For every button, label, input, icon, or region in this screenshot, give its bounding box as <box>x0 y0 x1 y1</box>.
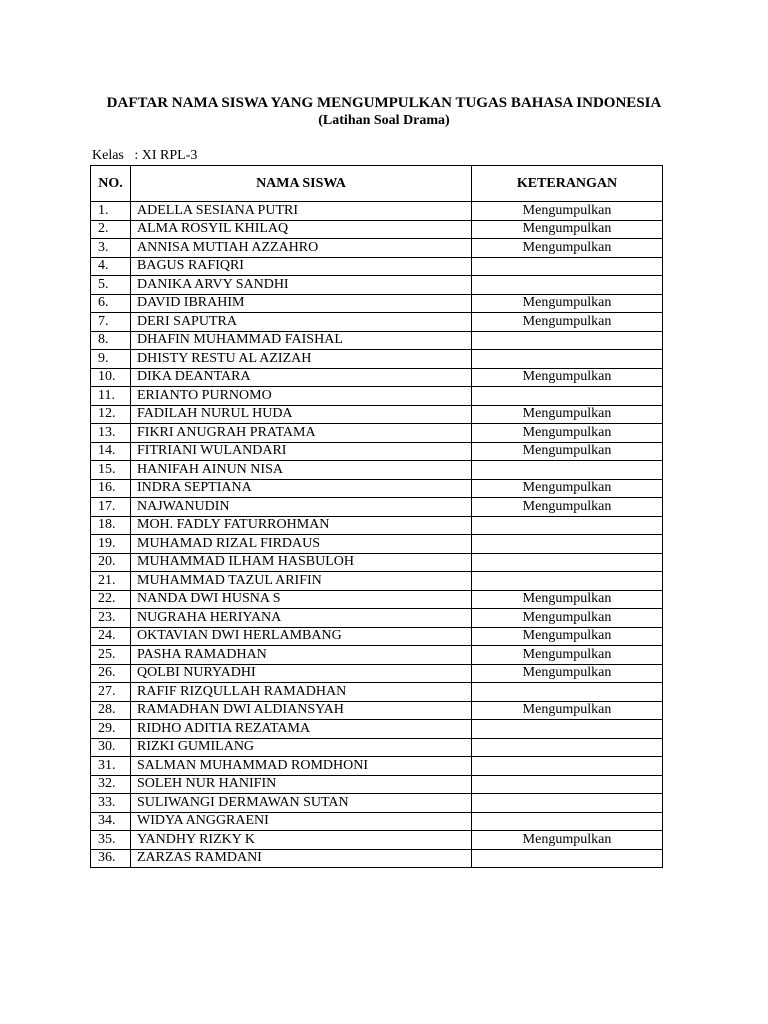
status-cell: Mengumpulkan <box>472 646 663 665</box>
table-row <box>91 442 663 461</box>
status-cell: Mengumpulkan <box>472 220 663 239</box>
status-cell <box>472 775 663 794</box>
student-name: ERIANTO PURNOMO <box>131 387 472 406</box>
class-value: : XI RPL-3 <box>134 148 198 163</box>
status-cell: Mengumpulkan <box>472 664 663 683</box>
student-name: YANDHY RIZKY K <box>131 831 472 850</box>
student-name: INDRA SEPTIANA <box>131 479 472 498</box>
row-number: 20. <box>91 553 131 572</box>
table-row <box>91 202 663 221</box>
status-cell <box>472 738 663 757</box>
header-keterangan: KETERANGAN <box>472 166 663 202</box>
student-name: DANIKA ARVY SANDHI <box>131 276 472 295</box>
row-number: 33. <box>91 794 131 813</box>
row-number: 18. <box>91 516 131 535</box>
student-name: MUHAMMAD TAZUL ARIFIN <box>131 572 472 591</box>
row-number: 15. <box>91 461 131 480</box>
student-name: RIZKI GUMILANG <box>131 738 472 757</box>
student-name: SULIWANGI DERMAWAN SUTAN <box>131 794 472 813</box>
status-cell: Mengumpulkan <box>472 498 663 517</box>
status-cell <box>472 331 663 350</box>
class-label: Kelas <box>92 148 124 163</box>
row-number: 31. <box>91 757 131 776</box>
row-number: 14. <box>91 442 131 461</box>
table-row <box>91 775 663 794</box>
student-name: MUHAMMAD ILHAM HASBULOH <box>131 553 472 572</box>
row-number: 28. <box>91 701 131 720</box>
table-row <box>91 553 663 572</box>
student-name: DAVID IBRAHIM <box>131 294 472 313</box>
status-cell: Mengumpulkan <box>472 368 663 387</box>
table-row <box>91 405 663 424</box>
student-name: NANDA DWI HUSNA S <box>131 590 472 609</box>
row-number: 8. <box>91 331 131 350</box>
student-name: NAJWANUDIN <box>131 498 472 517</box>
row-number: 11. <box>91 387 131 406</box>
table-row <box>91 424 663 443</box>
table-row <box>91 313 663 332</box>
status-cell <box>472 849 663 868</box>
table-row <box>91 609 663 628</box>
row-number: 36. <box>91 849 131 868</box>
table-row <box>91 794 663 813</box>
status-cell <box>472 257 663 276</box>
student-name: FIKRI ANUGRAH PRATAMA <box>131 424 472 443</box>
student-name: BAGUS RAFIQRI <box>131 257 472 276</box>
row-number: 9. <box>91 350 131 369</box>
table-row <box>91 331 663 350</box>
status-cell: Mengumpulkan <box>472 479 663 498</box>
status-cell: Mengumpulkan <box>472 442 663 461</box>
row-number: 13. <box>91 424 131 443</box>
row-number: 24. <box>91 627 131 646</box>
status-cell: Mengumpulkan <box>472 609 663 628</box>
student-name: ANNISA MUTIAH AZZAHRO <box>131 239 472 258</box>
table-row <box>91 812 663 831</box>
status-cell <box>472 572 663 591</box>
student-name: ALMA ROSYIL KHILAQ <box>131 220 472 239</box>
row-number: 21. <box>91 572 131 591</box>
status-cell <box>472 553 663 572</box>
row-number: 1. <box>91 202 131 221</box>
document-title: DAFTAR NAMA SISWA YANG MENGUMPULKAN TUGAS BAHASA INDONESIA <box>106 95 662 111</box>
row-number: 22. <box>91 590 131 609</box>
student-name: PASHA RAMADHAN <box>131 646 472 665</box>
row-number: 32. <box>91 775 131 794</box>
status-cell: Mengumpulkan <box>472 831 663 850</box>
student-table <box>90 165 663 868</box>
table-row <box>91 498 663 517</box>
row-number: 23. <box>91 609 131 628</box>
student-name: NUGRAHA HERIYANA <box>131 609 472 628</box>
table-row <box>91 757 663 776</box>
table-row <box>91 646 663 665</box>
status-cell: Mengumpulkan <box>472 202 663 221</box>
status-cell <box>472 720 663 739</box>
table-row <box>91 368 663 387</box>
student-name: ADELLA SESIANA PUTRI <box>131 202 472 221</box>
table-row <box>91 479 663 498</box>
status-cell: Mengumpulkan <box>472 294 663 313</box>
table-row <box>91 849 663 868</box>
row-number: 29. <box>91 720 131 739</box>
status-cell <box>472 350 663 369</box>
student-name: RAFIF RIZQULLAH RAMADHAN <box>131 683 472 702</box>
table-row <box>91 276 663 295</box>
table-row <box>91 572 663 591</box>
table-row <box>91 738 663 757</box>
status-cell: Mengumpulkan <box>472 405 663 424</box>
status-cell: Mengumpulkan <box>472 701 663 720</box>
student-name: ZARZAS RAMDANI <box>131 849 472 868</box>
status-cell <box>472 757 663 776</box>
document-subtitle: (Latihan Soal Drama) <box>318 113 450 128</box>
status-cell <box>472 535 663 554</box>
status-cell: Mengumpulkan <box>472 590 663 609</box>
status-cell <box>472 812 663 831</box>
row-number: 19. <box>91 535 131 554</box>
row-number: 10. <box>91 368 131 387</box>
table-row <box>91 239 663 258</box>
row-number: 5. <box>91 276 131 295</box>
row-number: 3. <box>91 239 131 258</box>
status-cell <box>472 276 663 295</box>
table-row <box>91 720 663 739</box>
student-name: SALMAN MUHAMMAD ROMDHONI <box>131 757 472 776</box>
row-number: 12. <box>91 405 131 424</box>
table-body <box>91 202 663 868</box>
student-name: WIDYA ANGGRAENI <box>131 812 472 831</box>
row-number: 4. <box>91 257 131 276</box>
row-number: 30. <box>91 738 131 757</box>
student-name: MOH. FADLY FATURROHMAN <box>131 516 472 535</box>
status-cell: Mengumpulkan <box>472 239 663 258</box>
status-cell: Mengumpulkan <box>472 627 663 646</box>
table-row <box>91 664 663 683</box>
status-cell: Mengumpulkan <box>472 424 663 443</box>
student-name: DIKA DEANTARA <box>131 368 472 387</box>
table-row <box>91 683 663 702</box>
student-name: RIDHO ADITIA REZATAMA <box>131 720 472 739</box>
header-no: NO. <box>91 166 131 202</box>
student-name: DHISTY RESTU AL AZIZAH <box>131 350 472 369</box>
table-row <box>91 294 663 313</box>
row-number: 6. <box>91 294 131 313</box>
status-cell <box>472 461 663 480</box>
status-cell <box>472 387 663 406</box>
status-cell: Mengumpulkan <box>472 313 663 332</box>
status-cell <box>472 516 663 535</box>
table-row <box>91 701 663 720</box>
student-name: OKTAVIAN DWI HERLAMBANG <box>131 627 472 646</box>
student-name: SOLEH NUR HANIFIN <box>131 775 472 794</box>
row-number: 34. <box>91 812 131 831</box>
table-row <box>91 350 663 369</box>
student-name: MUHAMAD RIZAL FIRDAUS <box>131 535 472 554</box>
row-number: 7. <box>91 313 131 332</box>
header-nama-siswa: NAMA SISWA <box>131 166 472 202</box>
status-cell <box>472 794 663 813</box>
table-row <box>91 590 663 609</box>
class-info <box>92 147 197 165</box>
student-name: FITRIANI WULANDARI <box>131 442 472 461</box>
table-header-row <box>91 166 663 202</box>
table-row <box>91 461 663 480</box>
row-number: 25. <box>91 646 131 665</box>
table-row <box>91 257 663 276</box>
student-name: DERI SAPUTRA <box>131 313 472 332</box>
student-name: DHAFIN MUHAMMAD FAISHAL <box>131 331 472 350</box>
student-name: RAMADHAN DWI ALDIANSYAH <box>131 701 472 720</box>
row-number: 2. <box>91 220 131 239</box>
row-number: 26. <box>91 664 131 683</box>
row-number: 16. <box>91 479 131 498</box>
table-row <box>91 516 663 535</box>
student-name: QOLBI NURYADHI <box>131 664 472 683</box>
row-number: 27. <box>91 683 131 702</box>
student-name: HANIFAH AINUN NISA <box>131 461 472 480</box>
table-row <box>91 627 663 646</box>
student-name: FADILAH NURUL HUDA <box>131 405 472 424</box>
table-row <box>91 831 663 850</box>
row-number: 17. <box>91 498 131 517</box>
table-row <box>91 387 663 406</box>
table-row <box>91 220 663 239</box>
table-row <box>91 535 663 554</box>
status-cell <box>472 683 663 702</box>
row-number: 35. <box>91 831 131 850</box>
